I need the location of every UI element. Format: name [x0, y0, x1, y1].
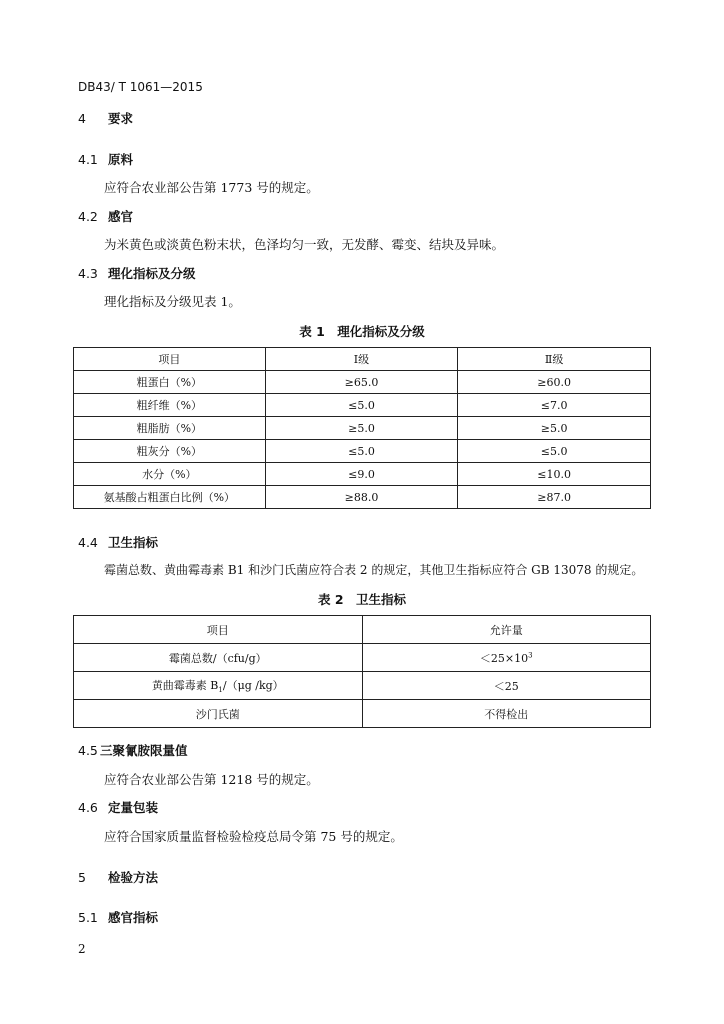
- section-number: 5: [78, 870, 86, 885]
- table-row: [74, 371, 651, 394]
- table-row: [74, 700, 651, 728]
- table-cell: ≤10.0: [458, 463, 651, 486]
- limit-base: ＜25×10: [479, 651, 529, 665]
- section-4-2-heading: [78, 207, 133, 225]
- section-4-6-text: 应符合国家质量监督检验检疫总局令第 75 号的规定。: [104, 829, 403, 844]
- section-title: 理化指标及分级: [108, 266, 196, 281]
- header-cell: 项目: [74, 616, 363, 644]
- section-title: 卫生指标: [108, 535, 159, 550]
- table-cell: 粗灰分（%）: [74, 440, 266, 463]
- header-cell: 项目: [74, 348, 266, 371]
- table-cell: 沙门氏菌: [74, 700, 363, 728]
- section-title: 原料: [108, 152, 134, 167]
- table-row: [74, 417, 651, 440]
- section-4-3-heading: [78, 264, 196, 282]
- section-number: 5.1: [78, 910, 98, 925]
- table-cell: 粗蛋白（%）: [74, 371, 266, 394]
- section-5-heading: [78, 868, 158, 886]
- header-cell: Ⅰ级: [265, 348, 458, 371]
- table-cell: ≥60.0: [458, 371, 651, 394]
- table-row: [74, 486, 651, 509]
- table-cell: ≤7.0: [458, 394, 651, 417]
- table-cell: ≥65.0: [265, 371, 458, 394]
- table-header-row: [74, 616, 651, 644]
- section-title: 感官: [108, 209, 134, 224]
- table-2: [73, 615, 651, 728]
- section-number: 4.2: [78, 209, 98, 224]
- section-number: 4.1: [78, 152, 98, 167]
- table-cell: 水分（%）: [74, 463, 266, 486]
- table-cell: [74, 672, 363, 700]
- table-row: [74, 463, 651, 486]
- table-cell: [362, 644, 651, 672]
- section-4-heading: [78, 109, 133, 127]
- header-cell: 允许量: [362, 616, 651, 644]
- table-cell: ≤5.0: [265, 440, 458, 463]
- table-cell: 霉菌总数/（cfu/g）: [74, 644, 363, 672]
- table-row: [74, 644, 651, 672]
- section-4-1-text: 应符合农业部公告第 1773 号的规定。: [104, 180, 319, 195]
- section-number: 4.4: [78, 535, 98, 550]
- table-cell: 不得检出: [362, 700, 651, 728]
- table-cell: ≥5.0: [458, 417, 651, 440]
- section-title: 检验方法: [108, 870, 159, 885]
- table-row: [74, 440, 651, 463]
- section-title: 定量包装: [108, 800, 159, 815]
- section-4-1-heading: [78, 150, 133, 168]
- section-4-4-text: 霉菌总数、黄曲霉毒素 B1 和沙门氏菌应符合表 2 的规定，其他卫生指标应符合 GB 13078 的规定。: [104, 563, 644, 577]
- table-cell: ≤5.0: [458, 440, 651, 463]
- table-header-row: [74, 348, 651, 371]
- table-1: [73, 347, 651, 509]
- header-cell: Ⅱ级: [458, 348, 651, 371]
- item-base: 黄曲霉毒素 B: [151, 678, 219, 692]
- section-number: 4.6: [78, 800, 98, 815]
- section-4-3-text: 理化指标及分级见表 1。: [104, 294, 241, 309]
- section-number: 4: [78, 111, 86, 126]
- table-1-caption: 表 1 理化指标及分级: [299, 324, 425, 339]
- section-5-1-heading: [78, 908, 158, 926]
- section-4-5-text: 应符合农业部公告第 1218 号的规定。: [104, 772, 319, 787]
- table-cell: ≥88.0: [265, 486, 458, 509]
- section-4-6-heading: [78, 798, 158, 816]
- section-4-4-heading: [78, 533, 158, 551]
- subscript: 1: [218, 686, 223, 695]
- section-4-5-heading: [78, 741, 188, 759]
- section-number: 4.3: [78, 266, 98, 281]
- table-cell: 粗脂肪（%）: [74, 417, 266, 440]
- exponent: 3: [528, 650, 533, 659]
- table-2-caption: 表 2 卫生指标: [317, 592, 407, 607]
- table-cell: ≤5.0: [265, 394, 458, 417]
- section-number: 4.5: [78, 743, 98, 758]
- table-row: [74, 394, 651, 417]
- table-cell: ≤9.0: [265, 463, 458, 486]
- table-cell: ≥5.0: [265, 417, 458, 440]
- table-row: [74, 672, 651, 700]
- document-code: DB43/ T 1061—2015: [78, 80, 203, 94]
- section-title: 要求: [108, 111, 134, 126]
- table-cell: ＜25: [362, 672, 651, 700]
- section-title: 三聚氰胺限量值: [100, 743, 188, 758]
- section-title: 感官指标: [108, 910, 159, 925]
- table-cell: 氨基酸占粗蛋白比例（%）: [74, 486, 266, 509]
- section-4-2-text: 为米黄色或淡黄色粉末状，色泽均匀一致，无发酵、霉变、结块及异味。: [104, 237, 505, 252]
- table-cell: 粗纤维（%）: [74, 394, 266, 417]
- table-cell: ≥87.0: [458, 486, 651, 509]
- page-number: 2: [78, 942, 86, 956]
- item-rest: /（μg /kg）: [222, 678, 284, 692]
